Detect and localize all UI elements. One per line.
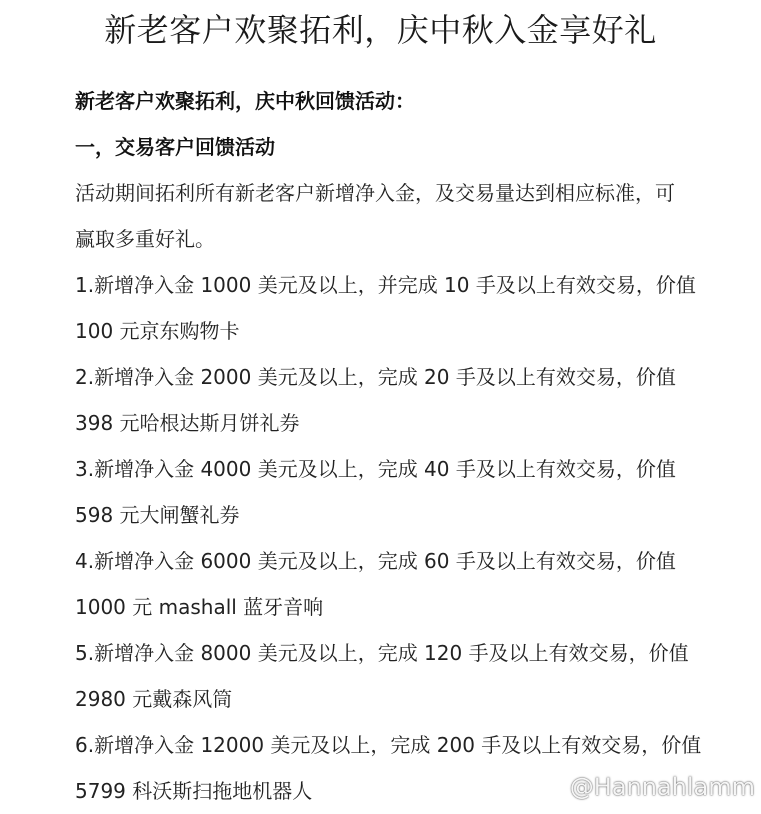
zhihu-logo-icon — [540, 774, 566, 800]
watermark — [540, 773, 755, 801]
body-text-line: 赢取多重好礼。 — [75, 227, 215, 251]
body-text-line: 100 元京东购物卡 — [75, 319, 240, 343]
body-text-line: 1.新增净入金 1000 美元及以上，并完成 10 手及以上有效交易，价值 — [75, 273, 696, 297]
body-text-line: 5799 科沃斯扫拖地机器人 — [75, 779, 313, 803]
body-text-line: 活动期间拓利所有新老客户新增净入金，及交易量达到相应标准，可 — [75, 181, 675, 205]
document-body — [75, 78, 715, 814]
document-title: 新老客户欢聚拓利，庆中秋入金享好礼 — [104, 11, 657, 49]
body-text-line: 398 元哈根达斯月饼礼券 — [75, 411, 300, 435]
section-heading: 一，交易客户回馈活动 — [75, 135, 275, 159]
body-text-line: 598 元大闸蟹礼券 — [75, 503, 240, 527]
body-text-line: 2.新增净入金 2000 美元及以上，完成 20 手及以上有效交易，价值 — [75, 365, 676, 389]
body-text-line: 6.新增净入金 12000 美元及以上，完成 200 手及以上有效交易，价值 — [75, 733, 702, 757]
body-text-line: 3.新增净入金 4000 美元及以上，完成 40 手及以上有效交易，价值 — [75, 457, 676, 481]
watermark-text: @Hannahlamm — [569, 773, 755, 801]
body-text-line: 4.新增净入金 6000 美元及以上，完成 60 手及以上有效交易，价值 — [75, 549, 676, 573]
body-text-line: 1000 元 mashall 蓝牙音响 — [75, 595, 324, 619]
body-text-line: 2980 元戴森风筒 — [75, 687, 233, 711]
body-text-line: 5.新增净入金 8000 美元及以上，完成 120 手及以上有效交易，价值 — [75, 641, 689, 665]
section-heading: 新老客户欢聚拓利，庆中秋回馈活动： — [75, 89, 415, 113]
